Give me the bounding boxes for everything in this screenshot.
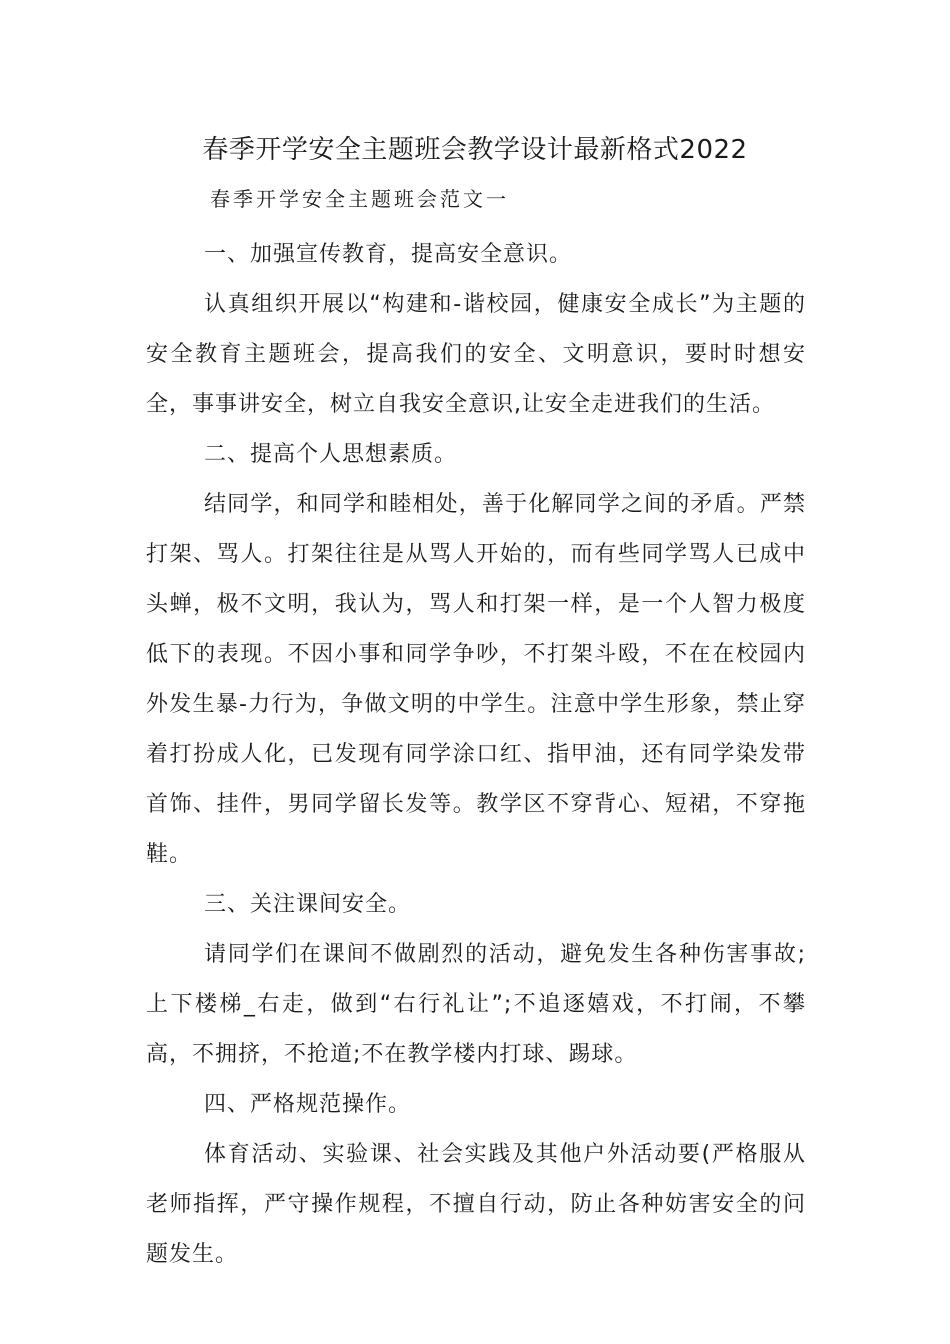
paragraph-4: 体育活动、实验课、社会实践及其他户外活动要(严格服从老师指挥，严守操作规程，不擅自行动，防止各种妨害安全的问题发生。	[146, 1142, 806, 1267]
paragraph-2: 结同学，和同学和睦相处，善于化解同学之间的矛盾。严禁打架、骂人。打架往往是从骂人开始的，而有些同学骂人已成中头蝉，极不文明，我认为，骂人和打架一样，是一个人智力极度低下的表现。不因小事和同学争吵，不打架斗殴，不在在校园内外发生暴-力行为，争做文明的中学生。注意中学生形象，禁止穿着打扮成人化，已发现有同学涂口红、指甲油，还有同学染发带首饰、挂件，男同学留长发等。教学区不穿背心、短裙，不穿拖鞋。	[146, 492, 806, 867]
paragraph-3: 请同学们在课间不做剧烈的活动，避免发生各种伤害事故;上下楼梯_右走，做到“右行礼让”;不追逐嬉戏，不打闹，不攀高，不拥挤，不抢道;不在教学楼内打球、踢球。	[146, 942, 806, 1067]
section-heading-2: 二、提高个人思想素质。	[204, 442, 458, 467]
section-heading-3: 三、关注课间安全。	[204, 892, 412, 917]
document-title: 春季开学安全主题班会教学设计最新格式2022	[202, 135, 748, 165]
document-subtitle: 春季开学安全主题班会范文一	[210, 187, 509, 211]
section-heading-4: 四、严格规范操作。	[204, 1092, 412, 1117]
section-heading-1: 一、加强宣传教育，提高安全意识。	[204, 242, 573, 267]
document-body	[146, 230, 806, 1280]
paragraph-1: 认真组织开展以“构建和-谐校园，健康安全成长”为主题的安全教育主题班会，提高我们的安全、文明意识，要时时想安全，事事讲安全，树立自我安全意识,让安全走进我们的生活。	[146, 292, 806, 417]
